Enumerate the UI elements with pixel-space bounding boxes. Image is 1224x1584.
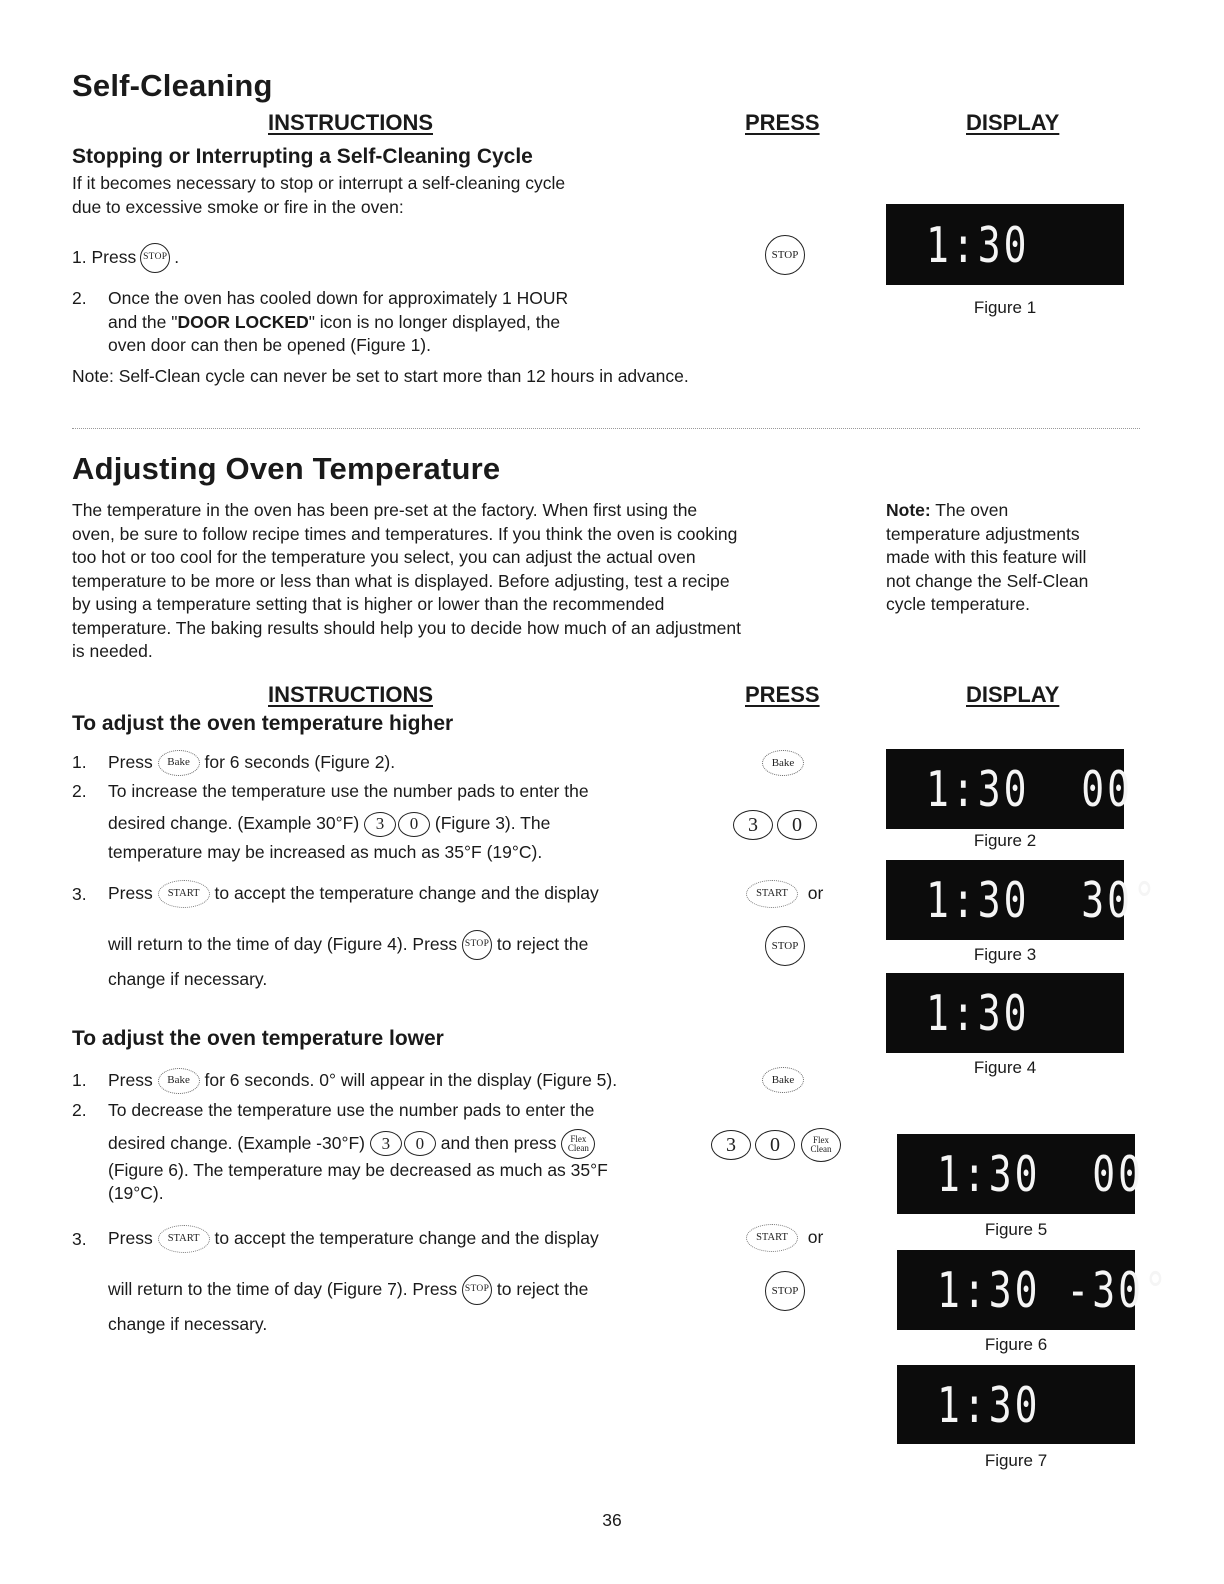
note-line: not change the Self-Clean: [886, 570, 1089, 591]
figure-caption: Figure 2: [973, 831, 1037, 850]
digit-0-icon: 0: [755, 1130, 795, 1160]
digit-3-icon: 3: [711, 1130, 751, 1160]
step-1: [72, 243, 179, 273]
step-line: To decrease the temperature use the number pads to enter the: [108, 1100, 595, 1120]
note-line: temperature adjustments: [886, 523, 1080, 544]
intro-text: [72, 172, 565, 219]
digit-flex-buttons: [711, 1128, 841, 1162]
flex-clean-button-icon: [801, 1128, 841, 1162]
lower-step-3: [72, 1225, 712, 1337]
press-start-or: [746, 1224, 823, 1252]
bake-button-icon: Bake: [762, 1067, 804, 1093]
column-header-display: DISPLAY: [966, 110, 1060, 135]
note-label: Note:: [886, 500, 931, 520]
display-readout: 1:30 00: [937, 1145, 1145, 1203]
step-line: (19°C).: [108, 1183, 164, 1203]
intro-line: too hot or too cool for the temperature you select, you can adjust the actual oven: [72, 547, 696, 567]
text: to reject the: [496, 1279, 589, 1300]
higher-step-1: [72, 750, 395, 776]
digit-0-icon: 0: [398, 812, 430, 837]
display-readout: 1:30 -30°: [937, 1261, 1170, 1319]
text: Press: [108, 883, 153, 904]
stop-button-icon: STOP: [765, 926, 805, 966]
intro-line: The temperature in the oven has been pre-set at the factory. When first using the: [72, 500, 698, 520]
oven-display-figure-5: [897, 1134, 1145, 1214]
subheading-higher: To adjust the oven temperature higher: [72, 712, 454, 735]
text: The oven: [930, 500, 1009, 520]
page-number: 36: [602, 1510, 622, 1530]
note-line: made with this feature will: [886, 547, 1087, 567]
text: Press: [108, 752, 153, 773]
step-number: 2.: [72, 1100, 87, 1120]
section-title-self-cleaning: Self-Cleaning: [72, 68, 273, 103]
text: to accept the temperature change and the display: [214, 883, 599, 904]
step-line: Once the oven has cooled down for approximately 1 HOUR: [108, 288, 569, 308]
step-line: change if necessary.: [108, 969, 268, 989]
display-readout: 1:30: [926, 215, 1030, 274]
column-header-press: PRESS: [745, 682, 820, 707]
step-line: To increase the temperature use the number pads to enter the: [108, 781, 589, 801]
flex-clean-button-icon: [561, 1129, 595, 1159]
display-readout: 1:30 30°: [926, 871, 1159, 929]
text: " icon is no longer displayed, the: [308, 311, 561, 332]
intro-line: temperature to be more or less than what is displayed. Before adjusting, test a recipe: [72, 570, 730, 591]
step-number: 3.: [72, 884, 87, 904]
or-label: or: [807, 883, 824, 904]
note-line: [886, 499, 1146, 523]
section-divider: [72, 428, 1140, 429]
oven-display-figure-1: [886, 204, 1124, 285]
text: Clean: [567, 1142, 589, 1153]
step-line: change if necessary.: [108, 1314, 268, 1334]
bake-button-icon: Bake: [762, 750, 804, 776]
text: desired change. (Example -30°F): [108, 1132, 365, 1153]
stop-button-icon: STOP: [140, 243, 170, 273]
adjusting-intro: [72, 499, 852, 664]
digit-buttons: [733, 810, 817, 840]
subheading-lower: To adjust the oven temperature lower: [72, 1027, 444, 1050]
column-header-instructions: INSTRUCTIONS: [268, 110, 433, 135]
column-header-press: PRESS: [745, 110, 820, 135]
figure-caption: Figure 7: [984, 1451, 1048, 1470]
text: will return to the time of day (Figure 4). Press: [108, 934, 458, 955]
section-title-adjusting: Adjusting Oven Temperature: [72, 451, 501, 486]
stop-button-icon: STOP: [462, 1275, 492, 1305]
start-button-icon: START: [746, 880, 798, 908]
note-line: cycle temperature.: [886, 594, 1030, 614]
door-locked-label: DOOR LOCKED: [177, 311, 309, 332]
text: to reject the: [496, 934, 589, 955]
digit-3-icon: 3: [733, 810, 773, 840]
step-number: 3.: [72, 1229, 87, 1249]
bake-button-icon: Bake: [158, 1068, 200, 1094]
intro-line: oven, be sure to follow recipe times and temperatures. If you think the oven is cooking: [72, 523, 738, 544]
step-line: [108, 812, 712, 837]
higher-step-3: [72, 880, 712, 992]
text: and then press: [440, 1132, 557, 1153]
intro-line: due to excessive smoke or fire in the oven:: [72, 196, 404, 217]
oven-display-figure-7: [897, 1365, 1135, 1444]
step-number: 1.: [72, 752, 87, 773]
text: Press: [108, 1228, 153, 1249]
step-line: [108, 930, 712, 960]
step-line: temperature may be increased as much as 35°F (19°C).: [108, 841, 543, 862]
digit-0-icon: 0: [404, 1131, 436, 1156]
step-number: 1.: [72, 1070, 87, 1091]
self-clean-note: Note: Self-Clean cycle can never be set to start more than 12 hours in advance.: [72, 366, 689, 386]
figure-caption: Figure 5: [984, 1220, 1048, 1239]
step-line: [108, 1129, 732, 1159]
stop-button-icon: STOP: [765, 235, 805, 275]
oven-display-figure-6: [897, 1250, 1170, 1330]
lower-step-1: [72, 1068, 617, 1094]
intro-line: is needed.: [72, 641, 153, 661]
side-note: [886, 499, 1146, 617]
column-header-instructions: INSTRUCTIONS: [268, 682, 433, 707]
intro-line: by using a temperature setting that is higher or lower than the recommended: [72, 594, 665, 614]
step-line: (Figure 6). The temperature may be decreased as much as 35°F: [108, 1159, 608, 1180]
display-readout: 1:30 00: [926, 760, 1134, 818]
intro-line: temperature. The baking results should help you to decide how much of an adjustment: [72, 617, 741, 638]
oven-display-figure-2: [886, 749, 1134, 829]
text: Flex: [570, 1133, 587, 1144]
oven-display-figure-4: [886, 973, 1124, 1053]
display-readout: 1:30: [937, 1375, 1041, 1434]
lower-step-2: [72, 1099, 732, 1206]
or-label: or: [807, 1227, 824, 1248]
step-label: 1. Press: [72, 247, 137, 268]
oven-display-figure-3: [886, 860, 1159, 940]
bake-button-icon: Bake: [158, 750, 200, 776]
figure-caption: Figure 3: [973, 945, 1037, 964]
text: and the ": [108, 311, 178, 332]
figure-caption: Figure 4: [973, 1058, 1037, 1077]
text: for 6 seconds (Figure 2).: [204, 752, 396, 773]
step-suffix: .: [174, 247, 180, 268]
figure-caption: Figure 6: [984, 1335, 1048, 1354]
text: Press: [108, 1070, 153, 1091]
text: Flex: [812, 1135, 829, 1145]
step-2: [72, 287, 692, 358]
start-button-icon: START: [158, 1225, 210, 1253]
step-line: [108, 1225, 712, 1253]
text: for 6 seconds. 0° will appear in the display (Figure 5).: [204, 1070, 618, 1091]
press-start-or: [746, 880, 823, 908]
subheading-stopping: Stopping or Interrupting a Self-Cleaning Cycle: [72, 145, 533, 168]
step-number: 2.: [72, 781, 87, 801]
column-header-display: DISPLAY: [966, 682, 1060, 707]
text: to accept the temperature change and the display: [214, 1228, 599, 1249]
digit-3-icon: 3: [364, 812, 396, 837]
text: will return to the time of day (Figure 7). Press: [108, 1279, 458, 1300]
higher-step-2: [72, 780, 712, 864]
step-line: oven door can then be opened (Figure 1).: [108, 335, 431, 355]
step-line: [108, 880, 712, 908]
text: (Figure 3). The: [434, 813, 551, 834]
stop-button-icon: STOP: [765, 1271, 805, 1311]
display-readout: 1:30: [926, 984, 1030, 1042]
digit-3-icon: 3: [370, 1131, 402, 1156]
stop-button-icon: STOP: [462, 930, 492, 960]
step-number: 2.: [72, 288, 87, 308]
figure-caption: Figure 1: [973, 298, 1037, 317]
step-line: [108, 1275, 712, 1305]
text: Clean: [810, 1144, 832, 1154]
start-button-icon: START: [158, 880, 210, 908]
text: desired change. (Example 30°F): [108, 813, 360, 834]
digit-0-icon: 0: [777, 810, 817, 840]
intro-line: If it becomes necessary to stop or interrupt a self-cleaning cycle: [72, 173, 566, 193]
start-button-icon: START: [746, 1224, 798, 1252]
step-line: [108, 311, 692, 335]
